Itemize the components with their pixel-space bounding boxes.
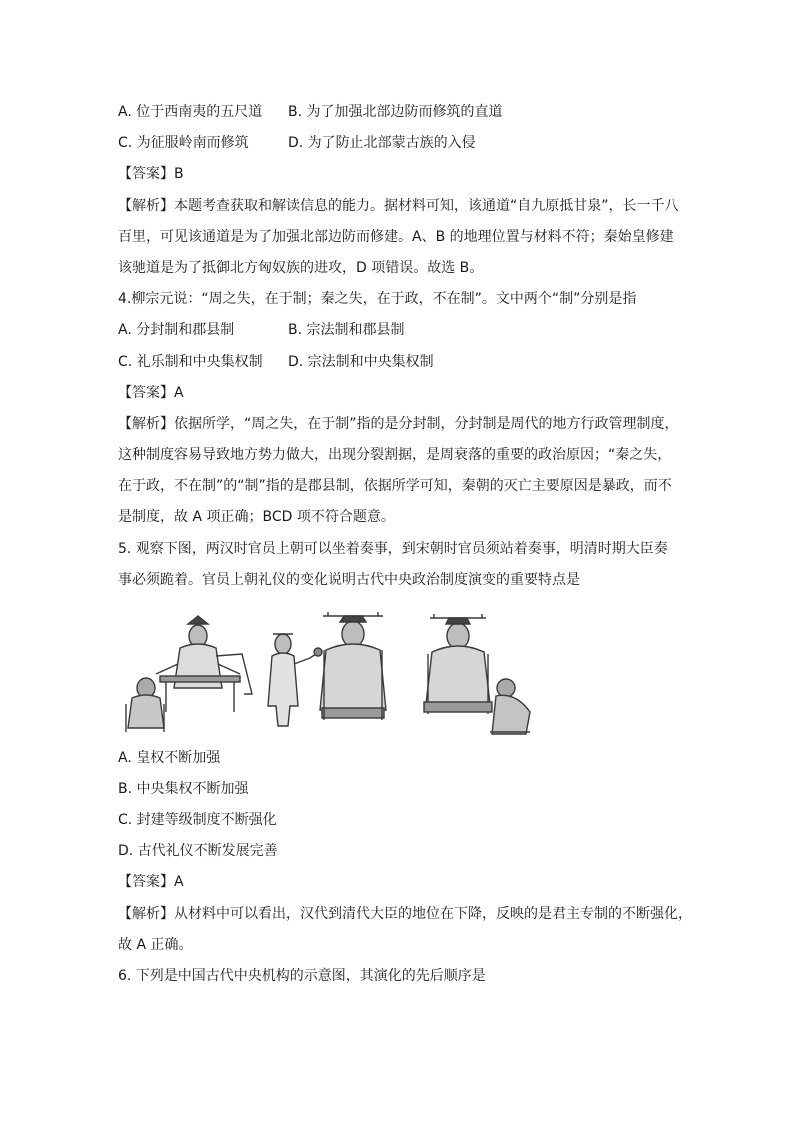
q4-option-c: C. 礼乐制和中央集权制: [118, 354, 263, 370]
q5-option-c: C. 封建等级制度不断强化: [118, 812, 277, 828]
q5-option-a: A. 皇权不断加强: [118, 750, 221, 766]
q3-analysis-line-3: 该驰道是为了抵御北方匈奴族的进攻，D 项错误。故选 B。: [118, 260, 484, 276]
q4-analysis-line-2: 这种制度容易导致地方势力做大，出现分裂割据，是周衰落的重要的政治原因；“秦之失，: [118, 447, 672, 463]
q3-analysis-line-2: 百里，可见该通道是为了加强北部边防而修建。A、B 的地理位置与材料不符；秦始皇修建: [118, 229, 674, 245]
q5-question-line-1: 5. 观察下图，两汉时官员上朝可以坐着奏事，到宋朝时官员须站着奏事，明清时期大臣奏: [118, 541, 668, 557]
q5-analysis-line-1: 【解析】从材料中可以看出，汉代到清代大臣的地位在下降，反映的是君主专制的不断强化，: [118, 906, 692, 922]
q3-analysis-line-1: 【解析】本题考查获取和解读信息的能力。据材料可知，该通道“自九原抵甘泉”，长一千八: [118, 198, 679, 214]
q4-analysis-line-4: 是制度，故 A 项正确；BCD 项不符合题意。: [118, 509, 395, 525]
q4-question: 4.柳宗元说：“周之失，在于制；秦之失，在于政，不在制”。文中两个“制”分别是指: [118, 291, 637, 307]
q4-analysis-line-3: 在于政，不在制”的“制”指的是郡县制，依据所学可知，秦朝的灭亡主要原因是暴政，而不: [118, 478, 672, 494]
q5-option-d: D. 古代礼仪不断发展完善: [118, 843, 278, 859]
q3-option-d: D. 为了防止北部蒙古族的入侵: [288, 135, 476, 151]
q4-option-d: D. 宗法制和中央集权制: [288, 354, 434, 370]
q4-option-b: B. 宗法制和郡县制: [288, 322, 405, 338]
q4-answer: 【答案】A: [118, 385, 184, 401]
court-etiquette-illustration: [118, 604, 538, 740]
q3-option-c: C. 为征服岭南而修筑: [118, 135, 249, 151]
q4-option-a: A. 分封制和郡县制: [118, 322, 235, 338]
q5-question-line-2: 事必须跪着。官员上朝礼仪的变化说明古代中央政治制度演变的重要特点是: [118, 572, 580, 588]
q4-analysis-line-1: 【解析】依据所学，“周之失，在于制”指的是分封制，分封制是周代的地方行政管理制度，: [118, 416, 679, 432]
q3-answer: 【答案】B: [118, 166, 184, 182]
q3-option-b: B. 为了加强北部边防而修筑的直道: [288, 104, 503, 120]
q5-option-b: B. 中央集权不断加强: [118, 781, 249, 797]
q3-option-a: A. 位于西南夷的五尺道: [118, 104, 263, 120]
q5-answer: 【答案】A: [118, 874, 184, 890]
song-scene: [268, 612, 386, 726]
q5-analysis-line-2: 故 A 正确。: [118, 937, 193, 953]
han-scene: [126, 616, 252, 732]
court-etiquette-drawing: [118, 604, 538, 740]
ming-qing-scene: [424, 614, 530, 734]
q6-question: 6. 下列是中国古代中央机构的示意图，其演化的先后顺序是: [118, 968, 486, 984]
